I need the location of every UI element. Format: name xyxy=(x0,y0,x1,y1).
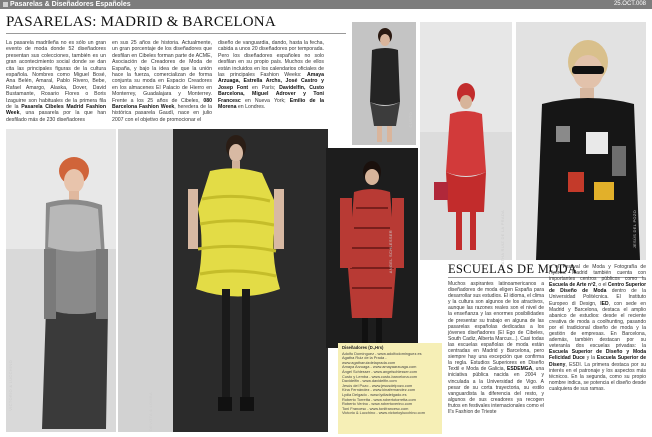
text-run: La pasarela madrileña no es sólo un gran evento de moda donde 52 diseñadores presentan sus colecciones, también es un gran acontecimiento social donde se dan cita las principales figuras de la cultura española. Nombres como Miguel Bosé, Ana Belén, Amaral, Pablo Rivero, Bebe, Rafael Amargo, Alaska, Dover, David Bustamante, Rosario Flores o Boris Izaguirre son habituales de la primera fila de la xyxy=(6,40,106,111)
article-column-3 xyxy=(218,40,324,110)
sidebox-line: Lydia Delgado - www.lydiadelgado.es xyxy=(342,391,407,397)
text-run: en sus 25 años de historia. Actualmente, un gran porcentaje de los diseñadores que desfilan en Cibeles forman parte de ACME, Asociación de Creadores de Moda de España, y bajo la idea de que la unión hace la fuerza, comercializan de forma conjunta su moda en Espacio Creadores en los almacenes El Palacio de Hierro en Monterrey, Guadalajara y Monterrey. Frente a los 25 años de Cibeles, xyxy=(112,40,212,104)
section-column-1 xyxy=(448,281,544,415)
text-run: , o el xyxy=(595,282,608,289)
sidebox-line: Agatha Ruiz de la Prada - www.agatharuizdelaprada.com xyxy=(342,355,396,365)
text-run: o el Festival de Moda y Fotografía de Hyères. Madrid también cuenta con importantes centros públicos como la xyxy=(549,264,646,283)
headline-rule xyxy=(6,33,346,34)
photo-credit-6: JESÚS DEL POZO xyxy=(632,210,637,249)
text-run: en Nueva York; xyxy=(240,97,290,104)
bold-name-run: Escuela Superior de Diseño y Moda Felicidad Duce xyxy=(549,349,646,362)
text-run: , con sede en Madrid y Barcelona, destaca el amplio abanico de estudios: desde el reciente creativa de moda a coolhunting, pasando por el tradicional diseño de moda y la gestión de empresas. En Barcelona, además, también destacan por su veteranía dos escuelas privadas: la xyxy=(549,300,646,350)
text-run: , una pasarela por la que han desfilado más de 230 diseñadores xyxy=(6,110,106,123)
runway-photo-red-outfit xyxy=(420,22,512,260)
runway-photo-red-hair xyxy=(6,129,116,432)
sidebox-line: Roberto Torretta - www.robertotorretta.com xyxy=(342,396,416,402)
bold-name-run: Pasarela Cibeles Madrid Fashion Week xyxy=(6,104,106,117)
bold-name-run: Escuela Superior de Diseny xyxy=(549,355,647,368)
text-run: en Londres. xyxy=(236,104,266,111)
runway-photo-yellow-dress xyxy=(118,129,328,432)
sidebox-line: Amaya Arzuaga - www.amayaarzuaga.com xyxy=(342,364,417,370)
photo-credit-5: AGATHA RUIZ DE LA PRADA xyxy=(500,210,505,271)
sidebox-line: Davidelfin - www.davidelfin.com xyxy=(342,378,397,384)
page-headline: PASARELAS: MADRID & BARCELONA xyxy=(6,14,276,30)
sidebox-line: Toni Francesc - www.tonifrancesc.com xyxy=(342,405,409,411)
text-run: diseño de vanguardia, dando, hasta la fecha, cabida a unos 20 diseñadores por temporada. Pero los diseñadores españoles no solo desfilan en su propio país. Muchos de ellos están incluidos en los calendarios oficiales de las principales Fashion Weeks: xyxy=(218,40,324,79)
article-column-2 xyxy=(112,40,212,123)
bold-name-run: Davidelfin, Custo Barcelona, Miguel Adrover y Toni Francesc xyxy=(218,84,325,104)
section-column-2 xyxy=(549,264,646,392)
article-column-1 xyxy=(6,40,106,123)
photo-credit-4: ANGEL SCHLESSER xyxy=(388,230,393,274)
sidebox-line: Ángel Schlesser - www.angelschlesser.com xyxy=(342,368,418,374)
photo-credit-3: CUSTO xyxy=(408,112,413,128)
bold-name-run: 080 Barcelona Fashion Week xyxy=(112,97,212,111)
bold-name-run: Escuela de Arte nº2 xyxy=(549,282,596,289)
photo-credit-2: DEVOTA & LOMBA xyxy=(148,392,153,432)
bold-name-run: Emilio de la Morena xyxy=(218,97,324,111)
designers-sidebox xyxy=(338,343,442,434)
bold-name-run: ESDEMGA xyxy=(506,366,533,373)
runway-photo-black-jacket xyxy=(516,22,646,260)
header-date: 25.OCT.008 xyxy=(613,1,646,7)
text-run: , una iniciativa pública nacida en 2004 y vinculada a la Universidad de Vigo. A pesar de su corta trayectoria, su estilo vanguardista la diferencia del resto, y algunos de sus creadores ya recogen frutos en festivales internacionales como el Il's Fashion de Trieste xyxy=(448,366,545,415)
bold-name-run: Amaya Arzuaga, Estrella Archs, José Castro y Josep Font xyxy=(218,72,324,91)
sidebox-line: Roberto Verino - www.robertoverino.com xyxy=(342,401,413,407)
text-run: dentro de la Universidad Politécnica. El Instituto Europeo di Design, xyxy=(549,288,646,307)
text-run: y la xyxy=(584,355,597,362)
runway-photo-red-patterned-dress xyxy=(326,148,418,348)
text-run: , heredera de la histórica pasarela Gaudí, nace en julio 2007 con el objetivo de promocionar el xyxy=(112,104,212,123)
sidebox-list xyxy=(342,352,438,416)
sidebox-line: Adolfo Domínguez - www.adolfodominguez.es xyxy=(342,350,422,356)
sidebox-line: Jesús del Pozo - www.jesusdelpozo.com xyxy=(342,382,413,388)
sidebox-line: Victorio & Lucchino - www.victorioylucchino.com xyxy=(342,410,425,416)
sidebox-title: Diseñadores (D.,Hrs) xyxy=(342,345,384,350)
section-header-title: Pasarelas & Diseñadores Españoles xyxy=(10,1,131,8)
text-run: , ESDI. La primera destaca por su interés en el patronaje y los aspectos más técnicos. En la segunda, como su propio nombre indica, se potencia el diseño desde cualquiera de sus ramas. xyxy=(549,361,646,392)
header-square-icon xyxy=(3,2,8,7)
text-run: en París; xyxy=(248,84,280,91)
text-run: Muchos aspirantes latinoamericanos a diseñadores de moda eligen España para desarrollar sus estudios. El idioma, el clima y la cultura son algunos de los atractivos, aunque las razones reales son el nivel de la enseñanza y las enormes posibilidades de presentar su trabajo en alguna de las pasarelas españolas dedicadas a los jóvenes diseñadores (El Ego de Cibeles, South Cadiz, Alberta Marcus...). Casi todas las escuelas españolas de moda están centradas en Madrid y Barcelona, pero siempre hay una excepción que confirma la regla. Estudios Superiores en Diseño Textil e Moda de Galicia, xyxy=(448,281,544,373)
section-title: ESCUELAS DE MODA xyxy=(448,262,578,276)
runway-photo-black-dress xyxy=(352,22,416,145)
photo-credit-1: VICTORIO & LUCCHINO xyxy=(8,360,13,411)
bold-name-run: IED xyxy=(600,300,609,307)
sidebox-line: Kina Fernández - www.kinafernandez.com xyxy=(342,387,416,393)
bold-name-run: Centro Superior de Diseño de Moda xyxy=(549,282,647,295)
sidebox-line: Custo y Lemba - www.custo-barcelona.com xyxy=(342,373,418,379)
